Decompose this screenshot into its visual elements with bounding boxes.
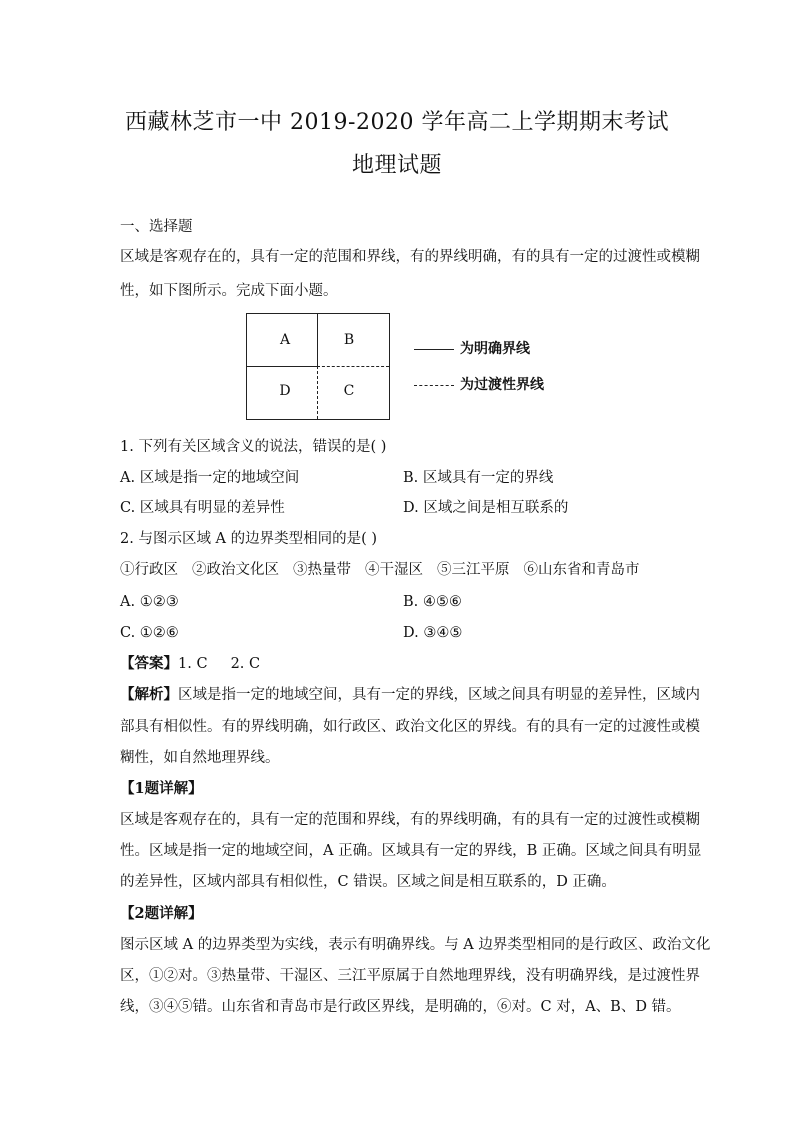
- legend-dashed: [414, 374, 544, 394]
- detail-2-line-1: 图示区域 A 的边界类型为实线，表示有明确界线。与 A 边界类型相同的是行政区、政治文化: [120, 937, 711, 953]
- region-label-c: C: [343, 383, 355, 399]
- solid-line-icon: [414, 349, 454, 350]
- detail-1-heading: 【1题详解】: [120, 780, 203, 797]
- q2-item: ④干湿区: [365, 562, 423, 578]
- q1-option-c: C. 区域具有明显的差异性: [120, 500, 285, 516]
- region-label-a: A: [279, 332, 291, 348]
- analysis-line-2: 部具有相似性。有的界线明确，如行政区、政治文化区的界线。有的具有一定的过渡性或模: [120, 719, 700, 735]
- answer-text: 1. C 2. C: [178, 656, 261, 672]
- detail-1-line-2: 性。区域是指一定的地域空间，A 正确。区域具有一定的界线，B 正确。区域之间具有明显: [120, 843, 702, 859]
- dashed-line-icon: [414, 385, 454, 386]
- q1-option-a: A. 区域是指一定的地域空间: [120, 470, 300, 486]
- q2-item: ⑥山东省和青岛市: [523, 562, 640, 578]
- question-1-stem: 1. 下列有关区域含义的说法，错误的是( ): [120, 439, 387, 455]
- detail-1-line-3: 的差异性，区域内部具有相似性，C 错误。区域之间是相互联系的，D 正确。: [120, 874, 616, 890]
- q2-item: ②政治文化区: [192, 562, 279, 578]
- question-2-stem: 2. 与图示区域 A 的边界类型相同的是( ): [120, 531, 378, 547]
- q2-item: ⑤三江平原: [437, 562, 510, 578]
- analysis-line-1: [120, 684, 700, 706]
- analysis-line-3: 糊性，如自然地理界线。: [120, 750, 280, 766]
- analysis-text: 区域是指一定的地域空间，具有一定的界线，区域之间具有明显的差异性，区域内: [178, 687, 700, 703]
- legend-dashed-label: 为过渡性界线: [460, 377, 544, 393]
- analysis-label: 【解析】: [120, 686, 178, 703]
- detail-2-heading: 【2题详解】: [120, 905, 203, 922]
- solid-divider-vertical: [317, 314, 318, 366]
- q1-option-d: D. 区域之间是相互联系的: [403, 500, 569, 516]
- q2-option-d: D. ③④⑤: [403, 625, 463, 641]
- q2-option-b: B. ④⑤⑥: [403, 594, 462, 610]
- region-diagram: [246, 313, 390, 420]
- q2-item-list: [120, 559, 680, 581]
- document-subtitle: 地理试题: [351, 153, 442, 178]
- q2-item: ①行政区: [120, 562, 178, 578]
- legend-solid: [414, 338, 530, 358]
- answer-line: [120, 653, 680, 675]
- detail-2-line-2: 区，①②对。③热量带、干湿区、三江平原属于自然地理界线，没有明确界线，是过渡性界: [120, 968, 700, 984]
- q2-option-a: A. ①②③: [120, 594, 179, 610]
- answer-label: 【答案】: [120, 655, 178, 672]
- legend-solid-label: 为明确界线: [460, 341, 530, 357]
- region-label-d: D: [279, 383, 291, 399]
- q2-option-c: C. ①②⑥: [120, 625, 179, 641]
- solid-divider-horizontal: [247, 366, 317, 367]
- q2-item: ③热量带: [293, 562, 351, 578]
- q1-option-b: B. 区域具有一定的界线: [403, 470, 554, 486]
- intro-line-1: 区域是客观存在的，具有一定的范围和界线，有的界线明确，有的具有一定的过渡性或模糊: [120, 249, 700, 265]
- document-title: 西藏林芝市一中 2019-2020 学年高二上学期期末考试: [125, 110, 669, 135]
- region-label-b: B: [343, 332, 355, 348]
- detail-2-line-3: 线，③④⑤错。山东省和青岛市是行政区界线，是明确的，⑥对。C 对，A、B、D 错。: [120, 999, 681, 1015]
- dashed-divider-horizontal: [317, 366, 389, 367]
- detail-1-line-1: 区域是客观存在的，具有一定的范围和界线，有的界线明确，有的具有一定的过渡性或模糊: [120, 812, 700, 828]
- section-heading: 一、选择题: [120, 219, 193, 235]
- dashed-divider-vertical: [317, 366, 318, 419]
- intro-line-2: 性，如下图所示。完成下面小题。: [120, 283, 338, 299]
